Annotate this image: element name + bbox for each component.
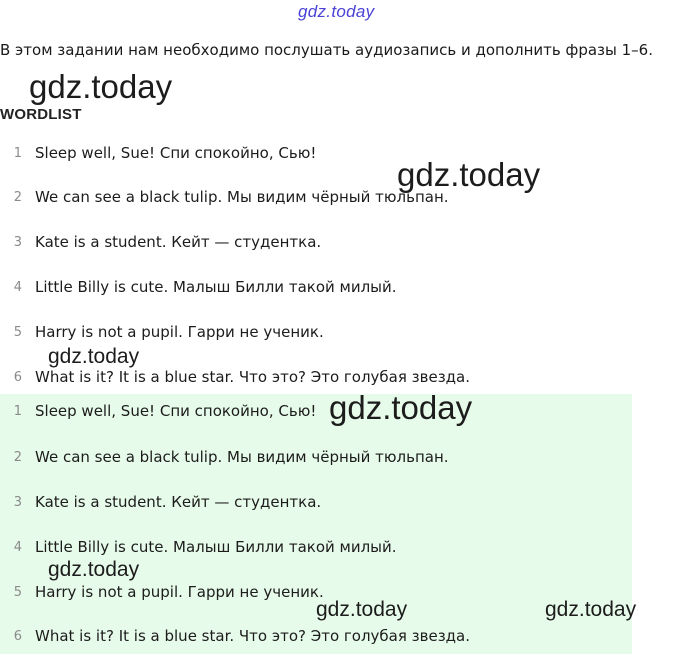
item-text: Little Billy is cute. Малыш Билли такой милый. — [35, 538, 397, 556]
list-item — [0, 625, 632, 647]
item-text: Harry is not a pupil. Гарри не ученик. — [35, 583, 324, 601]
watermark: gdz.today — [29, 68, 173, 105]
item-text: What is it? It is a blue star. Что это? Это голубая звезда. — [35, 368, 471, 386]
item-number: 1 — [13, 145, 22, 161]
item-number: 2 — [13, 189, 22, 205]
list-item — [0, 231, 632, 253]
item-text: We can see a black tulip. Мы видим чёрный тюльпан. — [35, 188, 449, 206]
item-number: 1 — [13, 403, 22, 419]
watermark: gdz.today — [316, 598, 408, 621]
wordlist-heading: WORDLIST — [0, 106, 82, 123]
list-item — [0, 321, 632, 343]
list-item — [0, 536, 632, 558]
watermark: gdz.today — [48, 558, 140, 581]
item-number: 4 — [13, 279, 22, 295]
watermark: gdz.today — [545, 598, 637, 621]
item-number: 5 — [13, 584, 22, 600]
list-item — [0, 400, 632, 422]
item-number: 3 — [13, 494, 22, 510]
item-number: 4 — [13, 539, 22, 555]
item-text: We can see a black tulip. Мы видим чёрный тюльпан. — [35, 448, 449, 466]
watermark: gdz.today — [397, 156, 541, 193]
watermark: gdz.today — [329, 389, 473, 426]
watermark: gdz.today — [48, 345, 140, 368]
task-intro-text: В этом задании нам необходимо послушать аудиозапись и дополнить фразы 1–6. — [0, 41, 653, 59]
item-text: Little Billy is cute. Малыш Билли такой милый. — [35, 278, 397, 296]
item-text: Sleep well, Sue! Спи спокойно, Сью! — [35, 402, 317, 420]
item-text: Kate is a student. Кейт — студентка. — [35, 233, 322, 251]
item-text: Harry is not a pupil. Гарри не ученик. — [35, 323, 324, 341]
item-text: What is it? It is a blue star. Что это? Это голубая звезда. — [35, 627, 471, 645]
watermark-top: gdz.today — [298, 2, 375, 21]
list-item — [0, 276, 632, 298]
item-text: Kate is a student. Кейт — студентка. — [35, 493, 322, 511]
item-text: Sleep well, Sue! Спи спокойно, Сью! — [35, 144, 317, 162]
item-number: 3 — [13, 234, 22, 250]
list-item — [0, 366, 632, 388]
item-number: 6 — [13, 628, 22, 644]
list-item — [0, 491, 632, 513]
item-number: 5 — [13, 324, 22, 340]
list-item — [0, 446, 632, 468]
item-number: 6 — [13, 369, 22, 385]
item-number: 2 — [13, 449, 22, 465]
